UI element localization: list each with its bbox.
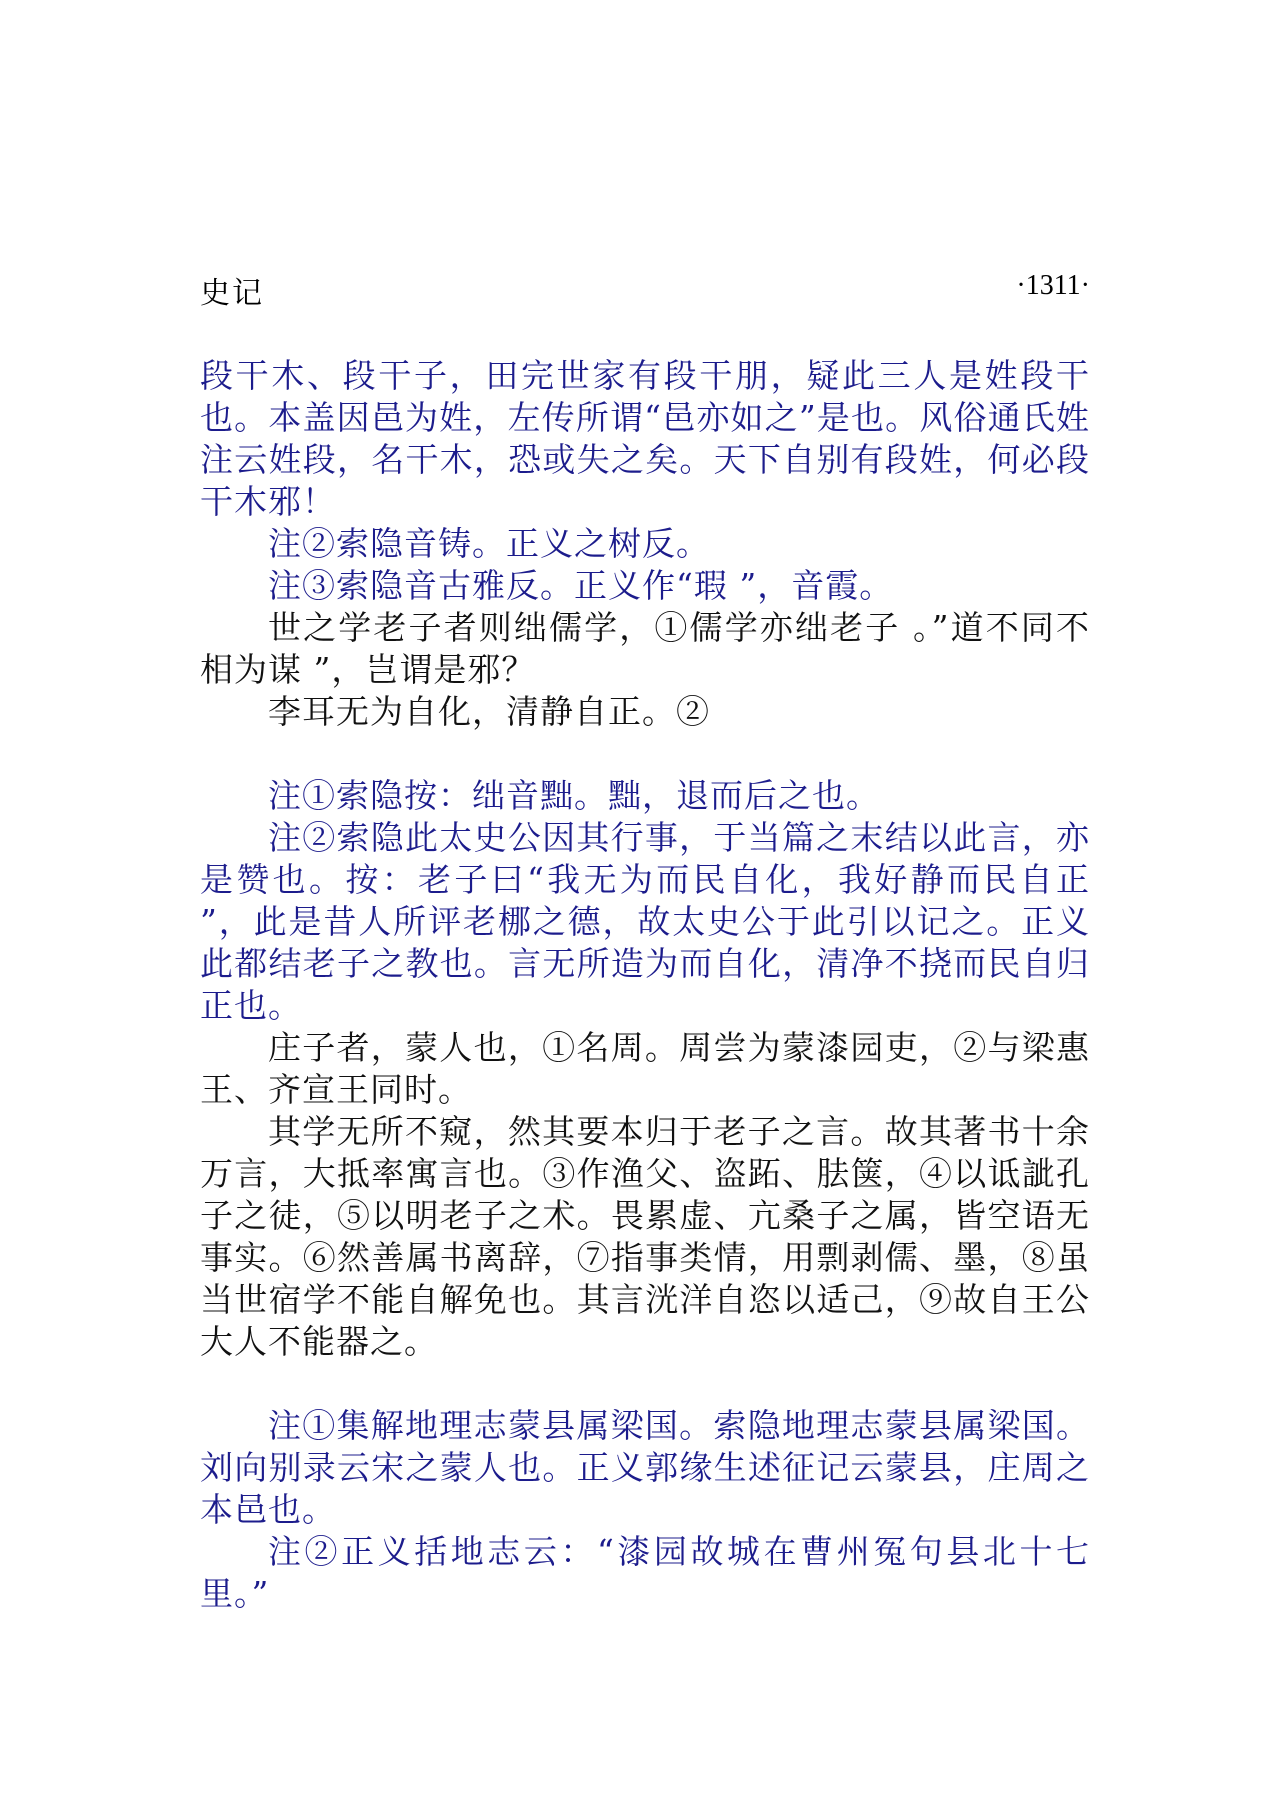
note-paragraph: 段干木、段干子，田完世家有段干朋，疑此三人是姓段干也。本盖因邑为姓，左传所谓“邑亦如之”是也。风俗通氏姓注云姓段，名干木，恐或失之矣。天下自别有段姓，何必段干木邪！	[200, 356, 1090, 521]
page-header	[200, 268, 1090, 314]
paragraph-gap	[200, 1363, 1090, 1405]
page-number: ·1311·	[1016, 270, 1090, 301]
note-paragraph: 注①集解地理志蒙县属梁国。索隐地理志蒙县属梁国。刘向别录云宋之蒙人也。正义郭缘生述征记云蒙县，庄周之本邑也。	[200, 1406, 1090, 1529]
book-title: 史记	[200, 276, 264, 311]
note-paragraph: 注②索隐音铸。正义之树反。	[268, 524, 710, 563]
note-paragraph: 注②索隐此太史公因其行事，于当篇之末结以此言，亦是赞也。按：老子曰“我无为而民自化，我好静而民自正 ”，此是昔人所评老梛之德，故太史公于此引以记之。正义此都结老子之教也。言无所造为而自化，清净不挠而民自归正也。	[200, 818, 1090, 1025]
note-paragraph: 注①索隐按：绌音黜。黜，退而后之也。	[268, 776, 880, 815]
main-paragraph: 李耳无为自化，清静自正。②	[268, 692, 710, 731]
main-paragraph: 其学无所不窥，然其要本归于老子之言。故其著书十余万言，大抵率寓言也。③作渔父、盗跖、胠箧，④以诋訿孔子之徒，⑤以明老子之术。畏累虚、亢桑子之属，皆空语无事实。⑥然善属书离辞，⑦指事类情，用剽剥儒、墨，⑧虽当世宿学不能自解免也。其言洸洋自恣以适己，⑨故自王公大人不能器之。	[200, 1112, 1090, 1361]
main-paragraph: 世之学老子者则绌儒学，①儒学亦绌老子 。”道不同不相为谋 ”，岂谓是邪？	[200, 608, 1090, 689]
main-paragraph: 庄子者，蒙人也，①名周。周尝为蒙漆园吏，②与梁惠王、齐宣王同时。	[200, 1028, 1090, 1109]
note-paragraph: 注②正义括地志云：“漆园故城在曹州冤句县北十七里。”	[200, 1532, 1090, 1613]
paragraph-gap	[200, 733, 1090, 775]
note-paragraph: 注③索隐音古雅反。正义作“瑕 ”，音霞。	[268, 566, 894, 605]
page-body	[200, 355, 1090, 1615]
